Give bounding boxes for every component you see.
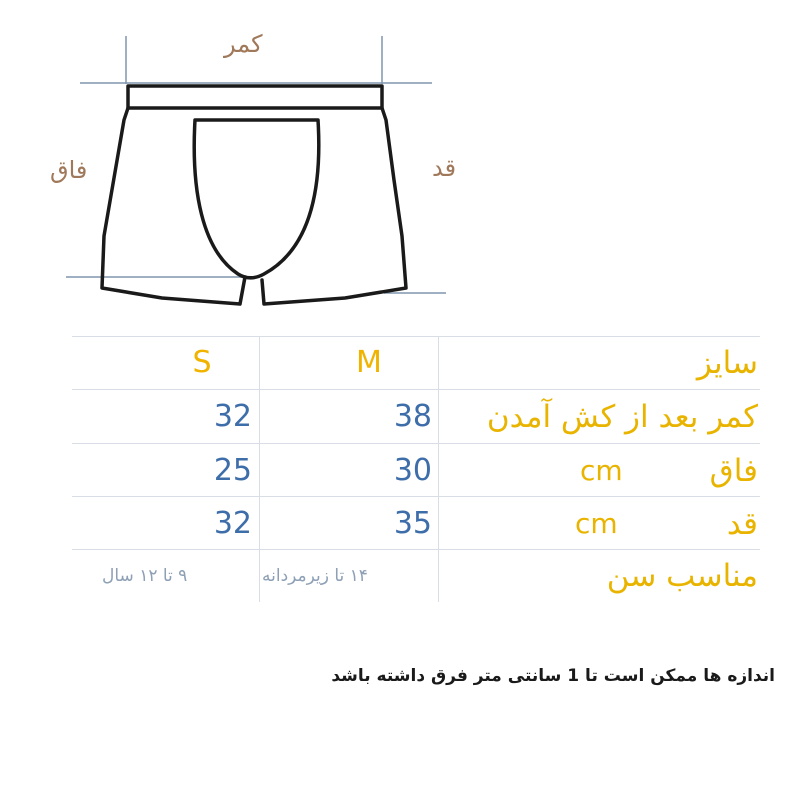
underwear-size-diagram bbox=[0, 0, 800, 330]
size-m-header: M bbox=[356, 345, 382, 380]
age-size-m: ۱۴ تا زیرمردانه bbox=[262, 566, 368, 586]
thigh-label: فاق bbox=[50, 156, 88, 184]
size-table bbox=[72, 336, 760, 602]
size-s-header: S bbox=[192, 345, 212, 380]
thigh-size-m: 30 bbox=[393, 453, 432, 488]
waist-size-m: 38 bbox=[393, 399, 432, 434]
left-leg-outline bbox=[102, 108, 245, 304]
length-row-label: قد bbox=[726, 505, 758, 542]
front-pouch bbox=[194, 120, 319, 278]
length-size-s: 32 bbox=[213, 506, 252, 541]
right-leg-outline bbox=[262, 108, 406, 304]
size-tolerance-note: اندازه ها ممکن است تا 1 سانتی متر فرق داشته باشد bbox=[331, 666, 775, 686]
length-unit: cm bbox=[575, 507, 618, 540]
garment-outline bbox=[102, 86, 406, 304]
waistband bbox=[128, 86, 382, 108]
thigh-size-s: 25 bbox=[213, 453, 252, 488]
dimension-lines bbox=[66, 36, 446, 293]
thigh-unit: cm bbox=[580, 454, 623, 487]
age-size-s: ۹ تا ۱۲ سال bbox=[102, 566, 188, 586]
thigh-row-label: فاق bbox=[709, 452, 758, 489]
age-row-label: مناسب سن bbox=[606, 558, 758, 594]
length-size-m: 35 bbox=[393, 506, 432, 541]
waist-size-s: 32 bbox=[213, 399, 252, 434]
waist-row-label: کمر بعد از کش آمدن bbox=[486, 398, 758, 435]
length-label: قد bbox=[432, 154, 457, 182]
size-row-label: سایز bbox=[696, 344, 758, 381]
waist-label: کمر bbox=[224, 30, 263, 58]
